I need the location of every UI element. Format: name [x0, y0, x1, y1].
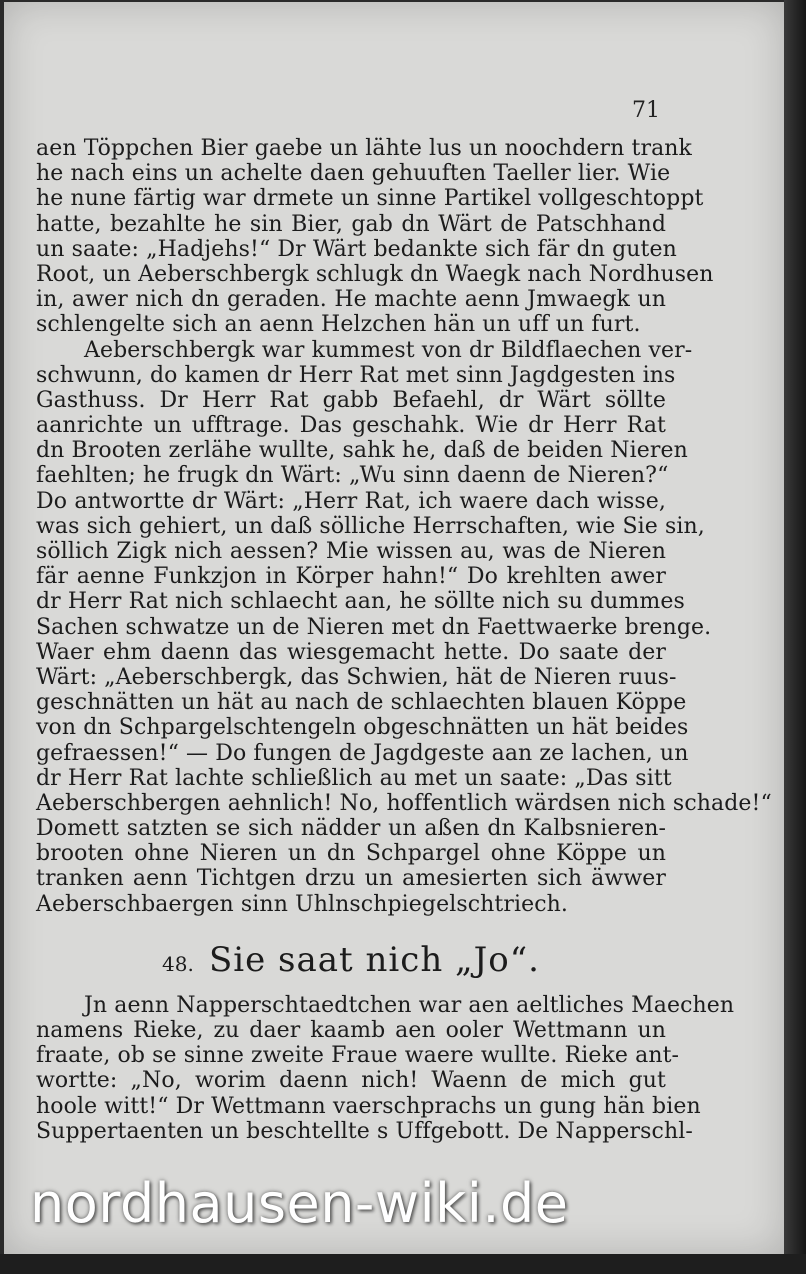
text-line: Root, un Aeberschbergk schlugk dn Waegk nach Nordhusen	[36, 261, 714, 287]
watermark-text: nordhausen-wiki.de	[30, 1172, 569, 1235]
text-line: fraate, ob se sinne zweite Fraue waere wullte. Rieke ant-	[36, 1043, 680, 1069]
text-line: dr Herr Rat nich schlaecht aan, he söllte nich su dummes	[36, 589, 685, 615]
text-line: namens Rieke, zu daer kaamb aen ooler Wettmann un	[36, 1018, 666, 1043]
text-line: Do antwortte dr Wärt: „Herr Rat, ich waere dach wisse,	[36, 488, 666, 514]
book-spine-edge	[784, 0, 806, 1274]
text-line: Wärt: „Aeberschbergk, das Schwien, hät de Nieren ruus-	[36, 664, 677, 690]
text-line: von dn Schpargelschtengeln obgeschnätten un hät beides	[36, 715, 689, 741]
text-line: dr Herr Rat lachte schließlich au met un saate: „Das sitt	[36, 765, 672, 791]
text-line: brooten ohne Nieren un dn Schpargel ohne Köppe un	[36, 841, 666, 867]
text-line: Aeberschbergen aehnlich! No, hoffentlich wärdsen nich schade!“	[36, 790, 772, 816]
paragraph-1	[36, 136, 714, 338]
text-line: fär aenne Funkzjon in Körper hahn!“ Do krehlten awer	[36, 564, 666, 590]
paragraph-2	[36, 337, 772, 917]
section-heading	[36, 935, 666, 985]
text-line: schwunn, do kamen dr Herr Rat met sinn Jagdgesten ins	[36, 362, 676, 388]
book-page	[4, 2, 784, 1254]
text-line: gefraessen!“ — Do fungen de Jagdgeste aan ze lachen, un	[36, 740, 689, 766]
section-title: Sie saat nich „Jo“.	[208, 939, 540, 980]
text-line: Sachen schwatze un de Nieren met dn Faettwaerke brenge.	[36, 614, 712, 640]
text-line: Gasthuss. Dr Herr Rat gabb Befaehl, dr Wärt söllte	[36, 387, 666, 413]
text-line: Aeberschbaergen sinn Uhlnschpiegelschtriech.	[36, 891, 569, 917]
text-line: hoole witt!“ Dr Wettmann vaerschprachs un gung hän bien	[36, 1093, 701, 1119]
text-line: Domett satzten se sich nädder un aßen dn Kalbsnieren-	[36, 816, 666, 842]
text-line: Aeberschbergk war kummest von dr Bildflaechen ver-	[84, 337, 693, 363]
text-line: faehlten; he frugk dn Wärt: „Wu sinn daenn de Nieren?“	[36, 463, 669, 489]
text-line: he nach eins un achelte daen gehuuften Taeller lier. Wie	[36, 161, 671, 187]
text-line: geschnätten un hät au nach de schlaechten blauen Köppe	[36, 690, 687, 716]
paragraph-3	[36, 992, 735, 1144]
text-line: hatte, bezahlte he sin Bier, gab dn Wärt de Patschhand	[36, 211, 666, 237]
text-line: aen Töppchen Bier gaebe un lähte lus un noochdern trank	[36, 136, 692, 161]
section-number: 48.	[162, 951, 194, 976]
text-line: Jn aenn Napperschtaedtchen war aen aeltliches Maechen	[84, 992, 735, 1018]
text-line: wortte: „No, worim daenn nich! Waenn de mich gut	[36, 1068, 666, 1094]
page-number: 71	[632, 98, 660, 123]
text-line: tranken aenn Tichtgen drzu un amesierten sich äwwer	[36, 866, 666, 892]
scan-bottom-edge	[0, 1254, 806, 1274]
text-line: söllich Zigk nich aessen? Mie wissen au, was de Nieren	[36, 539, 666, 564]
text-line: dn Brooten zerlähe wullte, sahk he, daß de beiden Nieren	[36, 438, 688, 464]
text-line: Waer ehm daenn das wiesgemacht hette. Do saate der	[36, 639, 666, 665]
text-line: schlengelte sich an aenn Helzchen hän un uff un furt.	[36, 312, 641, 338]
text-line: in, awer nich dn geraden. He machte aenn Jmwaegk un	[36, 287, 666, 313]
text-line: Suppertaenten un beschtellte s Uffgebott. De Napperschl-	[36, 1118, 693, 1144]
text-line: un saate: „Hadjehs!“ Dr Wärt bedankte sich fär dn guten	[36, 236, 677, 262]
text-line: he nune färtig war drmete un sinne Partikel vollgeschtoppt	[36, 186, 704, 212]
text-line: aanrichte un ufftrage. Das geschahk. Wie dr Herr Rat	[36, 413, 666, 439]
text-line: was sich gehiert, un daß sölliche Herrschaften, wie Sie sin,	[36, 513, 705, 539]
page-body	[36, 136, 772, 1144]
